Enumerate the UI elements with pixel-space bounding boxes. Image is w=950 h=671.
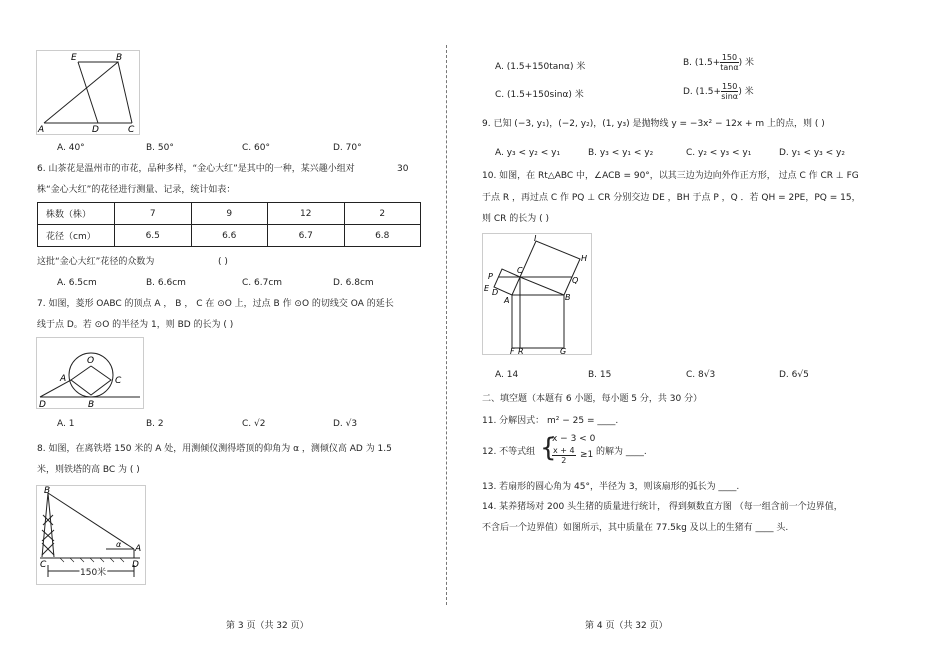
q6-answer-paren: ( ) [218,257,228,267]
fig5-label-E: E [71,53,77,63]
q8-option-b-prefix: B. (1.5+ [683,58,721,68]
fraction-numerator: 150 [722,82,738,91]
q6-option-b[interactable]: B. 6.6cm [146,278,186,288]
fig7-label-A: A [60,374,67,384]
q6-question: 这批“金心大红”花径的众数为 [37,257,155,267]
q9-option-b[interactable]: B. y₃ < y₁ < y₂ [588,148,654,158]
fig10-label-F: F [510,347,515,355]
fig10-label-P: P [488,272,493,281]
q6-option-c[interactable]: C. 6.7cm [242,278,283,288]
fig8-label-D: D [132,560,139,570]
q7-option-a[interactable]: A. 1 [57,419,75,429]
q9-option-d[interactable]: D. y₁ < y₃ < y₂ [779,148,845,158]
q12-inequality-1: x − 3 < 0 [552,434,596,444]
fig5-label-C: C [128,125,135,135]
fraction [721,82,738,101]
table-cell: 9 [191,203,268,225]
fig10-label-R: R [518,347,524,355]
fig10-label-D: D [492,288,499,297]
q8-option-b-suffix: ) 米 [738,58,755,68]
table-cell: 6.6 [191,225,268,247]
fig10-label-H: H [581,254,588,263]
q13-stem: 13. 若扇形的圆心角为 45°，半径为 3，则该扇形的弧长为 ____. [482,482,740,492]
q10-option-b[interactable]: B. 15 [588,370,612,380]
q8-option-c[interactable]: C. (1.5+150sinα) 米 [495,90,584,100]
fig7-label-B: B [88,400,95,409]
fig10-label-G: G [560,347,567,355]
fig5-label-A: A [38,125,45,135]
figure-q10 [482,233,592,355]
q12-inequality-2-relation: ≥1 [580,450,594,460]
fig10-label-Q: Q [572,276,579,285]
q8-option-d-prefix: D. (1.5+ [683,87,722,97]
q8-option-d-suffix: ) 米 [738,87,754,97]
q7-stem-line1: 7. 如图，菱形 OABC 的顶点 A ， B ， C 在 ⊙O 上，过点 B 作 ⊙O 的切线交 OA 的延长 [37,299,394,309]
fig8-label-alpha: α [116,540,122,549]
fig10-label-A: A [504,296,510,305]
fig8-dimension-label: 150米 [80,568,107,578]
q10-option-d[interactable]: D. 6√5 [779,370,809,380]
footer-page-3: 第 3 页（共 32 页） [226,621,309,631]
fraction-numerator: 150 [721,53,738,62]
fig8-label-A: A [135,544,142,554]
brace-icon: { [540,433,557,463]
q6-count: 30 [397,164,409,174]
table-cell: 6.5 [115,225,192,247]
q10-option-a[interactable]: A. 14 [495,370,519,380]
q6-option-d[interactable]: D. 6.8cm [333,278,374,288]
table-cell: 12 [268,203,345,225]
q9-option-a[interactable]: A. y₃ < y₂ < y₁ [495,148,561,158]
fig8-label-C: C [40,560,47,570]
fig10-label-C: C [517,266,523,275]
q9-option-c[interactable]: C. y₂ < y₃ < y₁ [686,148,752,158]
q6-option-a[interactable]: A. 6.5cm [57,278,97,288]
section-2-heading: 二、填空题（本题有 6 小题，每小题 5 分，共 30 分） [482,394,703,404]
q5-option-a[interactable]: A. 40° [57,143,85,153]
q7-stem-line2: 线于点 D。若 ⊙O 的半径为 1，则 BD 的长为 ( ) [37,320,234,330]
fig10-label-B: B [565,293,571,302]
q9-stem: 9. 已知 (−3, y₁)，(−2, y₂)，(1, y₃) 是抛物线 y = −3x² − 12x + m 上的点，则 ( ) [482,119,825,129]
fig5-label-D: D [92,125,99,135]
table-cell: 6.7 [268,225,345,247]
q11-stem: 11. 分解因式： m² − 25 = ____. [482,416,619,426]
q8-stem-line1: 8. 如图，在离铁塔 150 米的 A 处，用测倾仪测得塔顶的仰角为 α ，测倾仪高 AD 为 1.5 [37,444,392,454]
q8-option-b[interactable] [683,53,754,72]
fraction-denominator: sinα [721,92,739,101]
q8-stem-line2: 米，则铁塔的高 BC 为 ( ) [37,465,140,475]
footer-page-4: 第 4 页（共 32 页） [585,621,668,631]
q5-option-d[interactable]: D. 70° [333,143,362,153]
fig10-label-E: E [484,284,490,293]
q7-option-d[interactable]: D. √3 [333,419,358,429]
table-row [38,203,421,225]
table-row [38,225,421,247]
q5-option-b[interactable]: B. 50° [146,143,174,153]
table-cell: 7 [115,203,192,225]
q12-inequality-2-fraction [552,446,576,465]
figure-q8 [36,485,146,585]
q8-option-d[interactable] [683,82,754,101]
q12-prefix: 12. 不等式组 [482,447,536,457]
table-cell: 2 [344,203,421,225]
q12-suffix: 的解为 ____. [596,447,647,457]
fig10-label-I: I [534,234,537,243]
page-divider [446,45,447,605]
fraction [720,53,738,72]
q7-option-b[interactable]: B. 2 [146,419,164,429]
table-row-header: 株数（株） [38,203,115,225]
fraction-denominator: tanα [720,63,739,72]
q8-option-a[interactable]: A. (1.5+150tanα) 米 [495,62,586,72]
fig8-label-B: B [44,486,51,496]
q10-stem-line2: 于点 R ，再过点 C 作 PQ ⊥ CR 分别交边 DE ，BH 于点 P ，Q ．若 QH = 2PE，PQ = 15， [482,193,861,203]
q7-option-c[interactable]: C. √2 [242,419,266,429]
table-row-header: 花径（cm） [38,225,115,247]
q10-stem-line1: 10. 如图，在 Rt△ABC 中，∠ACB = 90°，以其三边为边向外作正方形， 过点 C 作 CR ⊥ FG [482,171,859,181]
fig5-label-B: B [116,53,123,63]
fraction-numerator: x + 4 [553,446,575,455]
fig7-label-D: D [39,400,46,409]
q6-data-table [37,202,421,247]
q6-stem-line1: 6. 山茶花是温州市的市花，品种多样，“金心大红”是其中的一种，某兴趣小组对 [37,164,355,174]
q14-stem-line2: 不含后一个边界值）如图所示，其中质量在 77.5kg 及以上的生猪有 ____ 头. [482,523,789,533]
figure-q5 [36,50,140,135]
q10-option-c[interactable]: C. 8√3 [686,370,716,380]
table-cell: 6.8 [344,225,421,247]
figure-q7 [36,337,144,409]
fig7-label-C: C [115,376,122,386]
fraction-denominator: 2 [561,456,567,465]
fig7-label-O: O [87,356,95,366]
q6-stem-line2: 株“金心大红”的花径进行测量、记录，统计如表： [37,185,236,195]
q14-stem-line1: 14. 某养猪场对 200 头生猪的质量进行统计， 得到频数直方图 （每一组含前一个边界值， [482,502,843,512]
q5-option-c[interactable]: C. 60° [242,143,270,153]
q10-stem-line3: 则 CR 的长为 ( ) [482,214,550,224]
